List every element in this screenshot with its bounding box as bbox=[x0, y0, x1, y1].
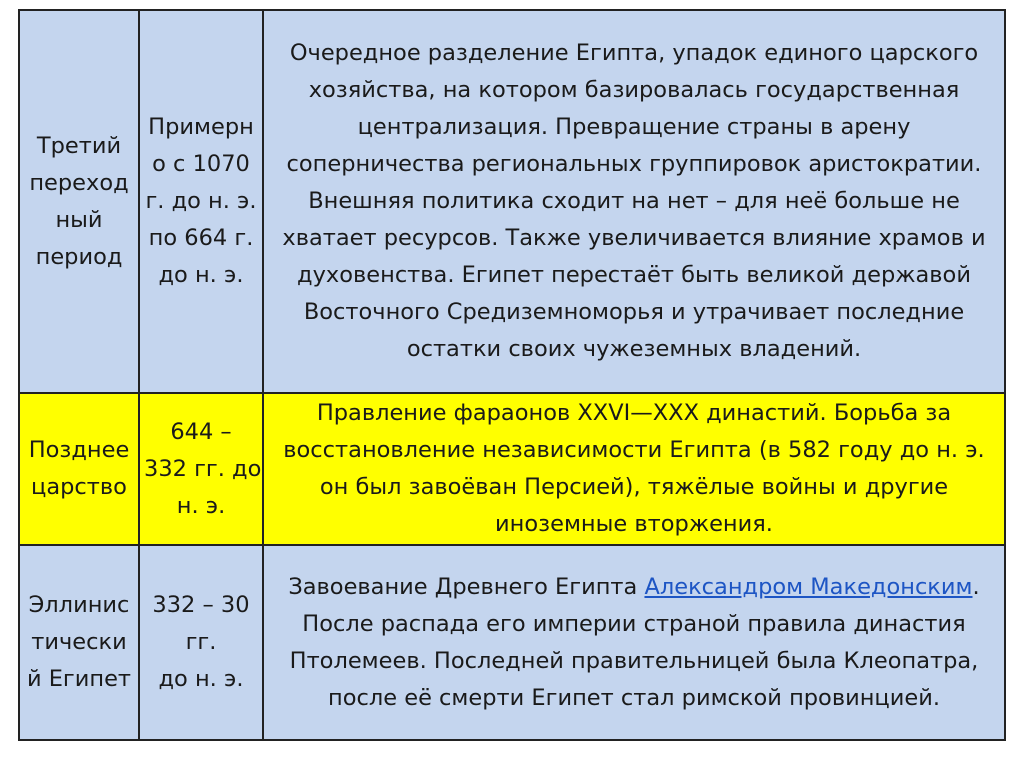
period-dates-line: 644 – bbox=[170, 418, 232, 445]
period-dates-line: о с 1070 bbox=[152, 151, 250, 177]
period-dates-line: г. до н. э. bbox=[145, 188, 257, 214]
period-name-line: Эллинис bbox=[28, 592, 130, 618]
table-row-late-period bbox=[19, 393, 1005, 545]
period-name-cell bbox=[19, 545, 139, 740]
period-name-line: Позднее bbox=[28, 437, 130, 463]
period-name-line: Третий bbox=[36, 132, 122, 159]
description-text-before: Завоевание Древнего Египта bbox=[288, 573, 645, 600]
period-dates-cell bbox=[139, 393, 263, 545]
period-dates-line: до н. э. bbox=[158, 262, 244, 288]
period-description: Правление фараонов XXVI—XXX династий. Борьба за восстановление независимости Египта (в 582 году до н. э. он был завоёван Персией), тяжёлые войны и другие иноземные вторжения. bbox=[263, 393, 1005, 545]
table-row-third-intermediate-period bbox=[19, 10, 1005, 393]
period-name-line: тически bbox=[31, 629, 127, 655]
period-dates-cell bbox=[139, 545, 263, 740]
period-name-line: ный bbox=[55, 206, 103, 233]
period-dates-line: гг. bbox=[185, 629, 217, 655]
history-periods-table bbox=[18, 9, 1006, 741]
period-dates-line: 332 гг. до bbox=[144, 455, 262, 482]
table-row-hellenistic-egypt bbox=[19, 545, 1005, 740]
period-name-line: й Египет bbox=[26, 666, 132, 692]
period-dates-line: 332 – 30 bbox=[152, 592, 250, 618]
period-name-cell bbox=[19, 393, 139, 545]
period-dates-line: до н. э. bbox=[158, 666, 244, 692]
period-name-line: переход bbox=[29, 169, 129, 196]
period-dates-line: по 664 г. bbox=[148, 225, 254, 251]
period-description bbox=[263, 545, 1005, 740]
period-dates-line: н. э. bbox=[176, 492, 226, 519]
period-name-cell bbox=[19, 10, 139, 393]
period-name-line: царство bbox=[31, 474, 127, 500]
period-description: Очередное разделение Египта, упадок единого царского хозяйства, на котором базировалась государственная централизация. Превращение страны в арену соперничества региональных группировок аристократии. Внешняя политика сходит на нет – для неё больше не хватает ресурсов. Также увеличивается влияние храмов и духовенства. Египет перестаёт быть великой державой Восточного Средиземноморья и утрачивает последние остатки своих чужеземных владений. bbox=[263, 10, 1005, 393]
description-text-after: . После распада его империи страной правила династия Птолемеев. Последней правительницей была Клеопатра, после её смерти Египет стал римской провинцией. bbox=[289, 573, 980, 711]
period-name-line: период bbox=[35, 243, 123, 270]
alexander-link[interactable]: Александром Македонским bbox=[644, 573, 973, 600]
period-dates-line: Примерн bbox=[148, 114, 254, 140]
period-dates-cell bbox=[139, 10, 263, 393]
